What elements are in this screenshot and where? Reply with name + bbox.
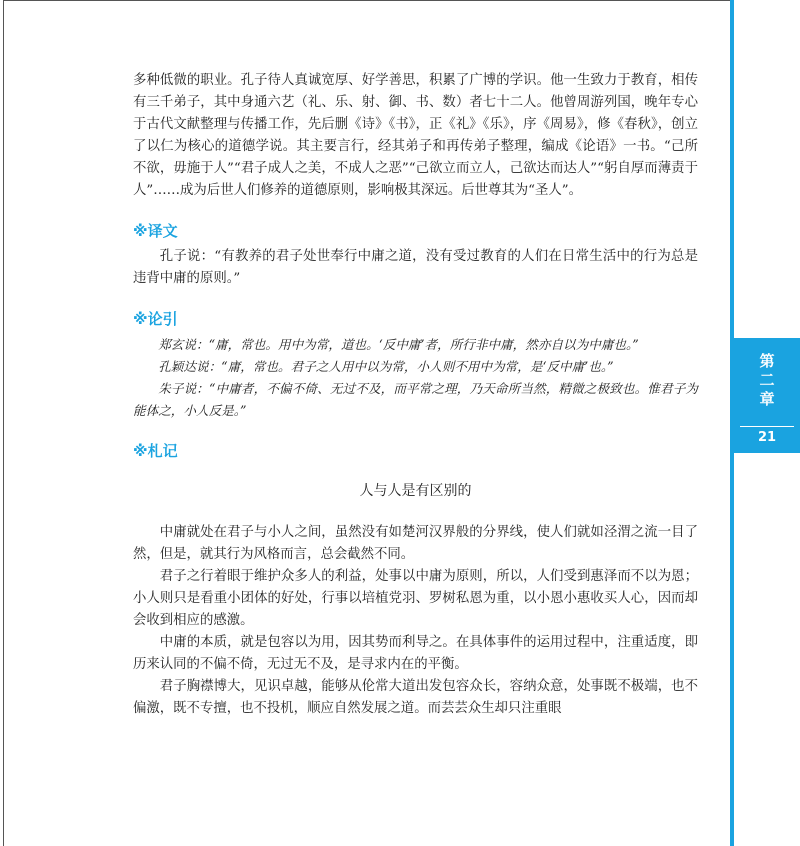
chapter-char: 章 (759, 390, 775, 408)
page-content (133, 70, 698, 720)
essay-paragraph: 君子之行着眼于维护众多人的利益，处事以中庸为原则，所以，人们受到惠泽而不以为恩；小人则只是看重小团体的好处，行事以培植党羽、罗树私恩为重，以小恩小惠收买人心，因而却会收到相应的感激。 (133, 569, 698, 628)
essay-paragraph: 君子胸襟博大，见识卓越，能够从伦常大道出发包容众长，容纳众意，处事既不极端，也不偏激，既不专擅，也不投机，顺应自然发展之道。而芸芸众生却只注重眼 (133, 679, 698, 716)
translation-text: 孔子说：“有教养的君子处世奉行中庸之道，没有受过教育的人们在日常生活中的行为总是违背中庸的原则。” (133, 249, 698, 286)
chapter-char: 第 (759, 352, 775, 370)
commentary-item: 朱子说：“中庸者，不偏不倚、无过不及，而平常之理，乃天命所当然，精微之极致也。惟君子为能体之，小人反是。” (133, 381, 698, 418)
essay-title: 人与人是有区别的 (359, 483, 472, 499)
commentary-item: 郑玄说：“庸，常也。用中为常，道也。‘反中庸’者，所行非中庸，然亦自以为中庸也。” (158, 337, 639, 352)
commentary-item: 孔颖达说：“庸，常也。君子之人用中以为常，小人则不用中为常，是‘反中庸’也。” (158, 359, 614, 374)
commentary-list (133, 334, 698, 422)
page-number: 21 (757, 430, 777, 445)
essay-body (133, 522, 698, 720)
chapter-char: 二 (759, 371, 775, 389)
tab-divider (740, 426, 794, 427)
chapter-tab (734, 338, 800, 453)
translation-heading: ※译文 (133, 222, 178, 240)
essay-paragraph: 中庸的本质，就是包容以为用，因其势而利导之。在具体事件的运用过程中，注重适度，即历来认同的不偏不倚，无过无不及，是寻求内在的平衡。 (133, 635, 698, 672)
notes-heading: ※札记 (133, 442, 178, 460)
essay-paragraph: 中庸就处在君子与小人之间，虽然没有如楚河汉界般的分界线，使人们就如泾渭之流一目了然，但是，就其行为风格而言，总会截然不同。 (133, 525, 698, 562)
intro-paragraph: 多种低微的职业。孔子待人真诚宽厚、好学善思，积累了广博的学识。他一生致力于教育，相传有三千弟子，其中身通六艺（礼、乐、射、御、书、数）者七十二人。他曾周游列国，晚年专心于古代文献整理与传播工作，先后删《诗》《书》，正《礼》《乐》，序《周易》，修《春秋》，创立了以仁为核心的道德学说。其主要言行，经其弟子和再传弟子整理，编成《论语》一书。“己所不欲，毋施于人”“君子成人之美，不成人之恶”“己欲立而立人，己欲达而达人”“躬自厚而薄责于人”……成为后世人们修养的道德原则，影响极其深远。后世尊其为“圣人”。 (133, 73, 698, 198)
commentary-heading: ※论引 (133, 310, 178, 328)
